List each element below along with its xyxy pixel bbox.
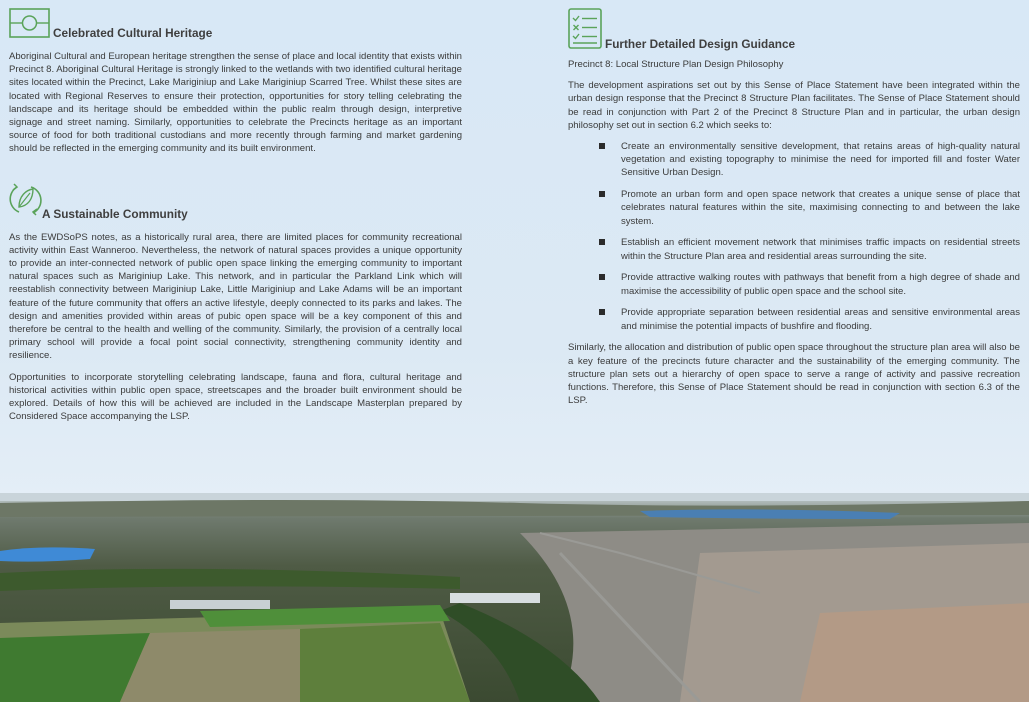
community-title: A Sustainable Community xyxy=(42,206,188,221)
list-item: Create an environmentally sensitive development, that retains areas of high-quality natural vegetation and existing topography to minimise the need for imported fill and foster Water Sensitive Urban Design. xyxy=(568,140,1020,180)
list-item: Establish an efficient movement network that minimises traffic impacts on residential streets within the Structure Plan area and residential areas surrounding the site. xyxy=(568,236,1020,262)
bullet-square-icon xyxy=(599,143,605,149)
heritage-title: Celebrated Cultural Heritage xyxy=(53,26,213,40)
list-item: Provide attractive walking routes with pathways that benefit from a high degree of shade and maximise the accessibility of public open space and the school site. xyxy=(568,271,1020,297)
guidance-closing: Similarly, the allocation and distribution of public open space throughout the structure plan area will also be a key feature of the precincts future character and the sustainability of the emerging community. The structure plan sets out a hierarchy of open space to serve a range of activity and passive recreation functions. Therefore, this Sense of Place Statement should be read in conjunction with section 6.3 of the LSP. xyxy=(568,342,1020,407)
left-column xyxy=(9,8,462,423)
bullet-square-icon xyxy=(599,274,605,280)
list-item: Provide appropriate separation between residential areas and sensitive environmental areas and minimise the potential impacts of bushfire and flooding. xyxy=(568,306,1020,332)
guidance-title: Further Detailed Design Guidance xyxy=(605,37,796,51)
right-column xyxy=(568,8,1020,407)
bullet-square-icon xyxy=(599,191,605,197)
philosophy-list xyxy=(568,140,1020,333)
list-item: Promote an urban form and open space network that creates a unique sense of place that celebrates natural features within the site, maximising connecting to and between the lake system. xyxy=(568,188,1020,228)
aerial-landscape-photo xyxy=(0,493,1029,702)
framed-image-icon xyxy=(9,8,50,38)
heritage-heading xyxy=(9,8,462,38)
community-heading xyxy=(9,179,462,221)
community-body-2: Opportunities to incorporate storytelling celebrating landscape, fauna and flora, cultural heritage and historical activities within public open space, streetscapes and the broader built environment should be explored. Details of how this will be achieved are included in the Landscape Masterplan prepared by Considered Space accompanying the LSP. xyxy=(9,371,462,423)
guidance-heading xyxy=(568,8,1020,49)
recycle-leaf-icon xyxy=(9,179,42,217)
community-body-1: As the EWDSoPS notes, as a historically rural area, there are limited places for community recreational activity within East Wanneroo. Nevertheless, the network of natural spaces provides a unique opportunity to provide an inter-connected network of public open space linking the emerging community to important natural spaces such as Mariginiup Lake. This network, and in particular the Parkland Link which will reestablish connectivity between Mariginiup Lake, Little Mariginiup and Lake Adams will be an important feature of the future community that offers an active lifestyle, deeply connected to its parks and lakes. The design and amenities provided within areas of pubic open space will be a key component of this and therefore be central to the health and welling of the community. Similarly, the provision of a centrally local primary school will provide a focal point social connectivity, strengthening community identity and resilience. xyxy=(9,231,462,362)
checklist-icon xyxy=(568,8,602,49)
guidance-subtitle: Precinct 8: Local Structure Plan Design Philosophy xyxy=(568,59,784,70)
bullet-square-icon xyxy=(599,239,605,245)
bullet-square-icon xyxy=(599,309,605,315)
heritage-body: Aboriginal Cultural and European heritage strengthen the sense of place and local identity that exists within Precinct 8. Aboriginal Cultural Heritage is strongly linked to the wetlands with two identified cultural heritage sites located within the Precinct, Lake Mariginiup and Lake Mariginiup Scarred Tree. Whilst these sites are located with Regional Reserves to ensure their protection, opportunities for story telling celebrating the landscape and its heritage should be embedded within the public realm through design, interpretive signage and street naming. Similarly, opportunities to celebrate the Precincts heritage as an important source of food for both traditional custodians and more recently through farming and market gardening should be reflected in the emerging community and its built environment. xyxy=(9,51,462,155)
guidance-intro: The development aspirations set out by this Sense of Place Statement have been integrated within the urban design response that the Precinct 8 Structure Plan facilitates. The Sense of Place Statement should be read in conjunction with Part 2 of the Precinct 8 Structure Plan and in particular, the urban design philosophy set out in section 6.2 which seeks to: xyxy=(568,80,1020,131)
